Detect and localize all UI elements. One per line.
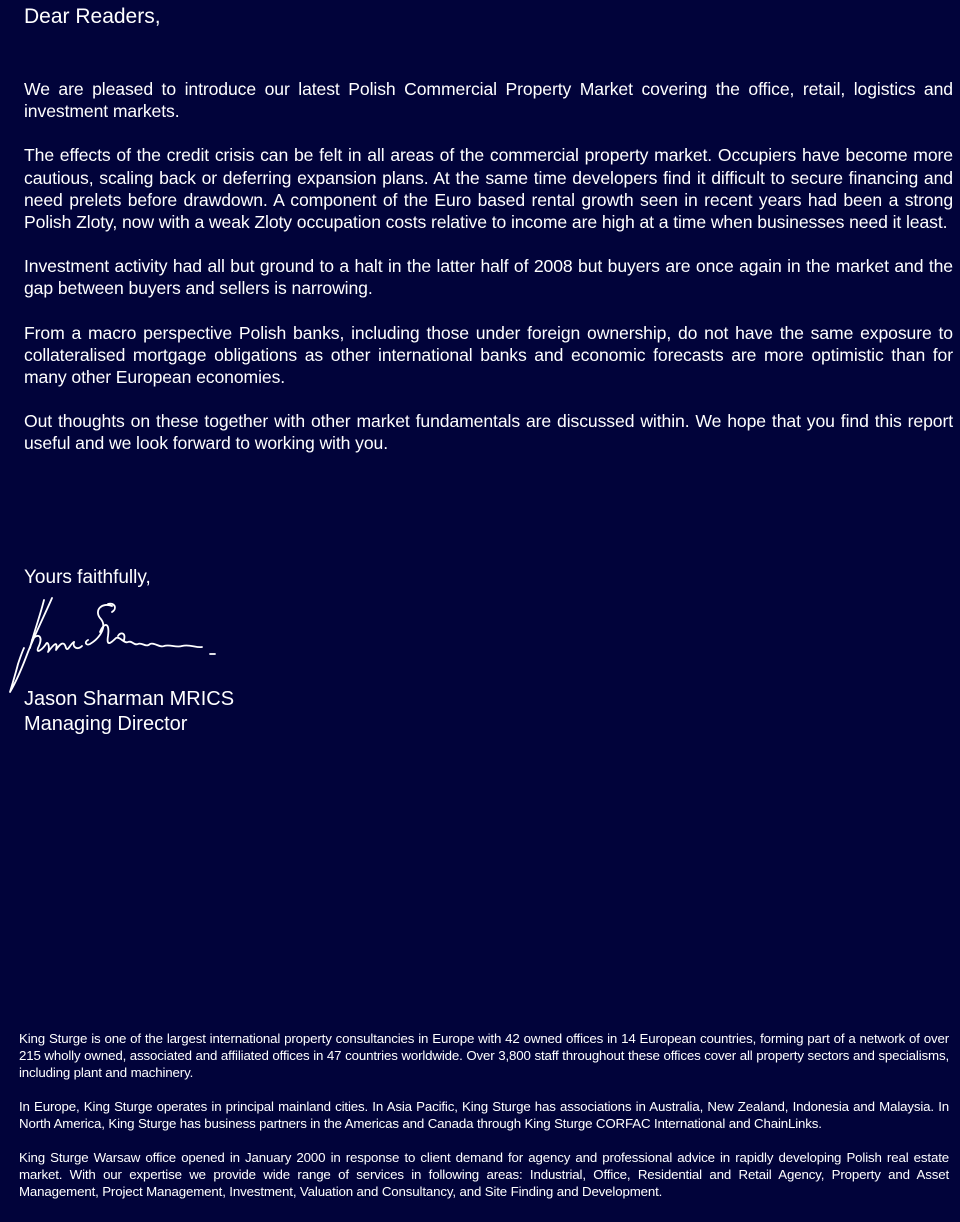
footer-paragraph: King Sturge is one of the largest international property consultancies in Europe with 42 owned offices in 14 European countries, forming part of a network of over 215 wholly owned, associated and affiliated offices in 47 countries worldwide. Over 3,800 staff throughout these offices cover all property sectors and specialisms, including plant and machinery. [19, 1031, 949, 1080]
letter-body [24, 78, 953, 477]
closing-line: Yours faithfully, [24, 567, 151, 588]
letter-paragraph: We are pleased to introduce our latest Polish Commercial Property Market covering the office, retail, logistics and investment markets. [24, 79, 953, 122]
signatory-block [24, 687, 234, 737]
signatory-title: Managing Director [24, 713, 188, 735]
letter-paragraph: From a macro perspective Polish banks, including those under foreign ownership, do not have the same exposure to collateralised mortgage obligations as other international banks and economic forecasts are more optimistic than for many other European economies. [24, 322, 953, 388]
footer-paragraph: In Europe, King Sturge operates in principal mainland cities. In Asia Pacific, King Sturge has associations in Australia, New Zealand, Indonesia and Malaysia. In North America, King Sturge has business partners in the Americas and Canada through King Sturge CORFAC International and ChainLinks. [19, 1099, 949, 1131]
footer-paragraph: King Sturge Warsaw office opened in January 2000 in response to client demand for agency and professional advice in rapidly developing Polish real estate market. With our expertise we provide wide range of services in following areas: Industrial, Office, Residential and Retail Agency, Property and Asset Management, Project Management, Investment, Valuation and Consultancy, and Site Finding and Development. [19, 1150, 949, 1199]
signatory-name: Jason Sharman MRICS [24, 688, 235, 710]
company-footer [19, 1030, 949, 1217]
letter-paragraph: Investment activity had all but ground to a halt in the latter half of 2008 but buyers are once again in the market and the gap between buyers and sellers is narrowing. [24, 256, 953, 299]
letter-paragraph: Out thoughts on these together with other market fundamentals are discussed within. We hope that you find this report useful and we look forward to working with you. [24, 411, 953, 454]
handwritten-signature [4, 592, 224, 697]
salutation: Dear Readers, [24, 5, 161, 28]
letter-paragraph: The effects of the credit crisis can be felt in all areas of the commercial property market. Occupiers have become more cautious, scaling back or deferring expansion plans. At the same time developers find it difficult to secure financing and need prelets before drawdown. A component of the Euro based rental growth seen in recent years had been a strong Polish Zloty, now with a weak Zloty occupation costs relative to income are high at a time when businesses need it least. [24, 145, 953, 233]
